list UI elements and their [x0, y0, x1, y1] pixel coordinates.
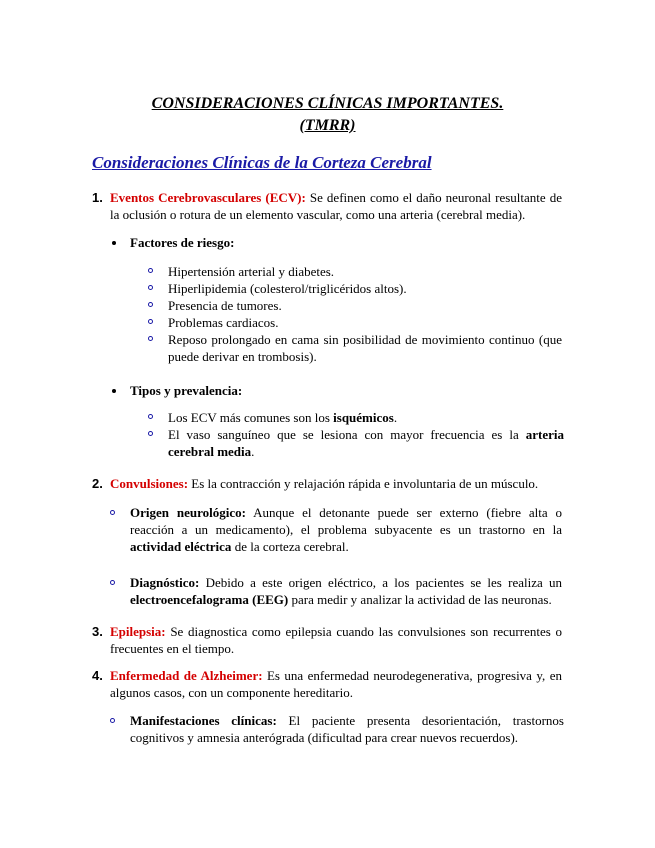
- types-item: [168, 426, 564, 460]
- item-term: Enfermedad de Alzheimer:: [110, 668, 263, 683]
- circle-bullet-icon: [148, 319, 153, 324]
- item-number: 3.: [92, 624, 103, 639]
- risk-factor-item: Hipertensión arterial y diabetes.: [168, 264, 335, 279]
- circle-bullet-icon: [148, 431, 153, 436]
- diagnosis-label: Diagnóstico:: [130, 575, 200, 590]
- neuro-origin-text: de la corteza cerebral.: [231, 539, 349, 554]
- diagnosis-bold: electroencefalograma (EEG): [130, 592, 289, 607]
- risk-factor-item: Hiperlipidemia (colesterol/triglicéridos altos).: [168, 281, 407, 296]
- circle-bullet-icon: [148, 336, 153, 341]
- clinical-manifestations-label: Manifestaciones clínicas:: [130, 713, 277, 728]
- diagnosis-text: para medir y analizar la actividad de las neuronas.: [288, 592, 552, 607]
- circle-bullet-icon: [110, 718, 115, 723]
- section-heading: Consideraciones Clínicas de la Corteza Cerebral: [92, 153, 432, 172]
- neuro-origin: [130, 504, 562, 555]
- item-convulsions: [110, 475, 538, 492]
- types-label: Tipos y prevalencia:: [130, 383, 243, 398]
- diagnosis: [130, 574, 562, 608]
- circle-bullet-icon: [110, 510, 115, 515]
- neuro-origin-bold: actividad eléctrica: [130, 539, 232, 554]
- types-item: [168, 409, 397, 426]
- item-term: Epilepsia:: [110, 624, 166, 639]
- types-text: .: [393, 410, 398, 425]
- clinical-manifestations: [130, 712, 564, 746]
- risk-factor-item: Presencia de tumores.: [168, 298, 282, 313]
- circle-bullet-icon: [148, 302, 153, 307]
- clinical-manifestations-text: El paciente presenta desorientación, trastornos cognitivos y amnesia anterógrada (dificultad para crear nuevos recuerdos).: [130, 713, 564, 745]
- types-text: Los ECV más comunes son los: [168, 410, 334, 425]
- types-bold: arteria cerebral media: [168, 427, 564, 459]
- bullet-dot-icon: [112, 389, 116, 393]
- item-term: Convulsiones:: [110, 476, 189, 491]
- risk-factor-item: Reposo prolongado en cama sin posibilidad de movimiento continuo (que puede derivar en trombosis).: [168, 332, 562, 364]
- item-epilepsy: [110, 623, 562, 657]
- circle-bullet-icon: [148, 414, 153, 419]
- neuro-origin-label: Origen neurológico:: [130, 505, 246, 520]
- types-text: El vaso sanguíneo que se lesiona con mayor frecuencia es la: [168, 427, 526, 442]
- neuro-origin-text: Aunque el detonante puede ser externo (fiebre alta o reacción a un medicamento), el problema subyacente es un trastorno en la: [130, 505, 562, 537]
- bullet-dot-icon: [112, 241, 116, 245]
- circle-bullet-icon: [148, 268, 153, 273]
- item-number: 1.: [92, 190, 103, 205]
- item-text: Es la contracción y relajación rápida e involuntaria de un músculo.: [188, 476, 539, 491]
- item-text: Es una enfermedad neurodegenerativa, progresiva y, en algunos casos, con un componente hereditario.: [110, 668, 562, 700]
- item-number: 4.: [92, 668, 103, 683]
- circle-bullet-icon: [148, 285, 153, 290]
- diagnosis-text: Debido a este origen eléctrico, a los pacientes se les realiza un: [199, 575, 562, 590]
- circle-bullet-icon: [110, 580, 115, 585]
- document-title: CONSIDERACIONES CLÍNICAS IMPORTANTES.: [151, 95, 504, 112]
- document-subtitle: (TMRR): [299, 117, 356, 134]
- item-text: Se diagnostica como epilepsia cuando las convulsiones son recurrentes o frecuentes en el tiempo.: [110, 624, 562, 656]
- item-alzheimer: [110, 667, 562, 701]
- types-bold: isquémicos: [333, 410, 394, 425]
- item-term: Eventos Cerebrovasculares (ECV):: [110, 190, 306, 205]
- item-number: 2.: [92, 476, 103, 491]
- types-text: .: [251, 444, 255, 459]
- item-text: Se definen como el daño neuronal resultante de la oclusión o rotura de un elemento vascular, como una arteria (cerebral media).: [110, 190, 562, 222]
- risk-factors-label: Factores de riesgo:: [130, 235, 235, 250]
- risk-factor-item: Problemas cardiacos.: [168, 315, 279, 330]
- item-ecv: [110, 189, 562, 223]
